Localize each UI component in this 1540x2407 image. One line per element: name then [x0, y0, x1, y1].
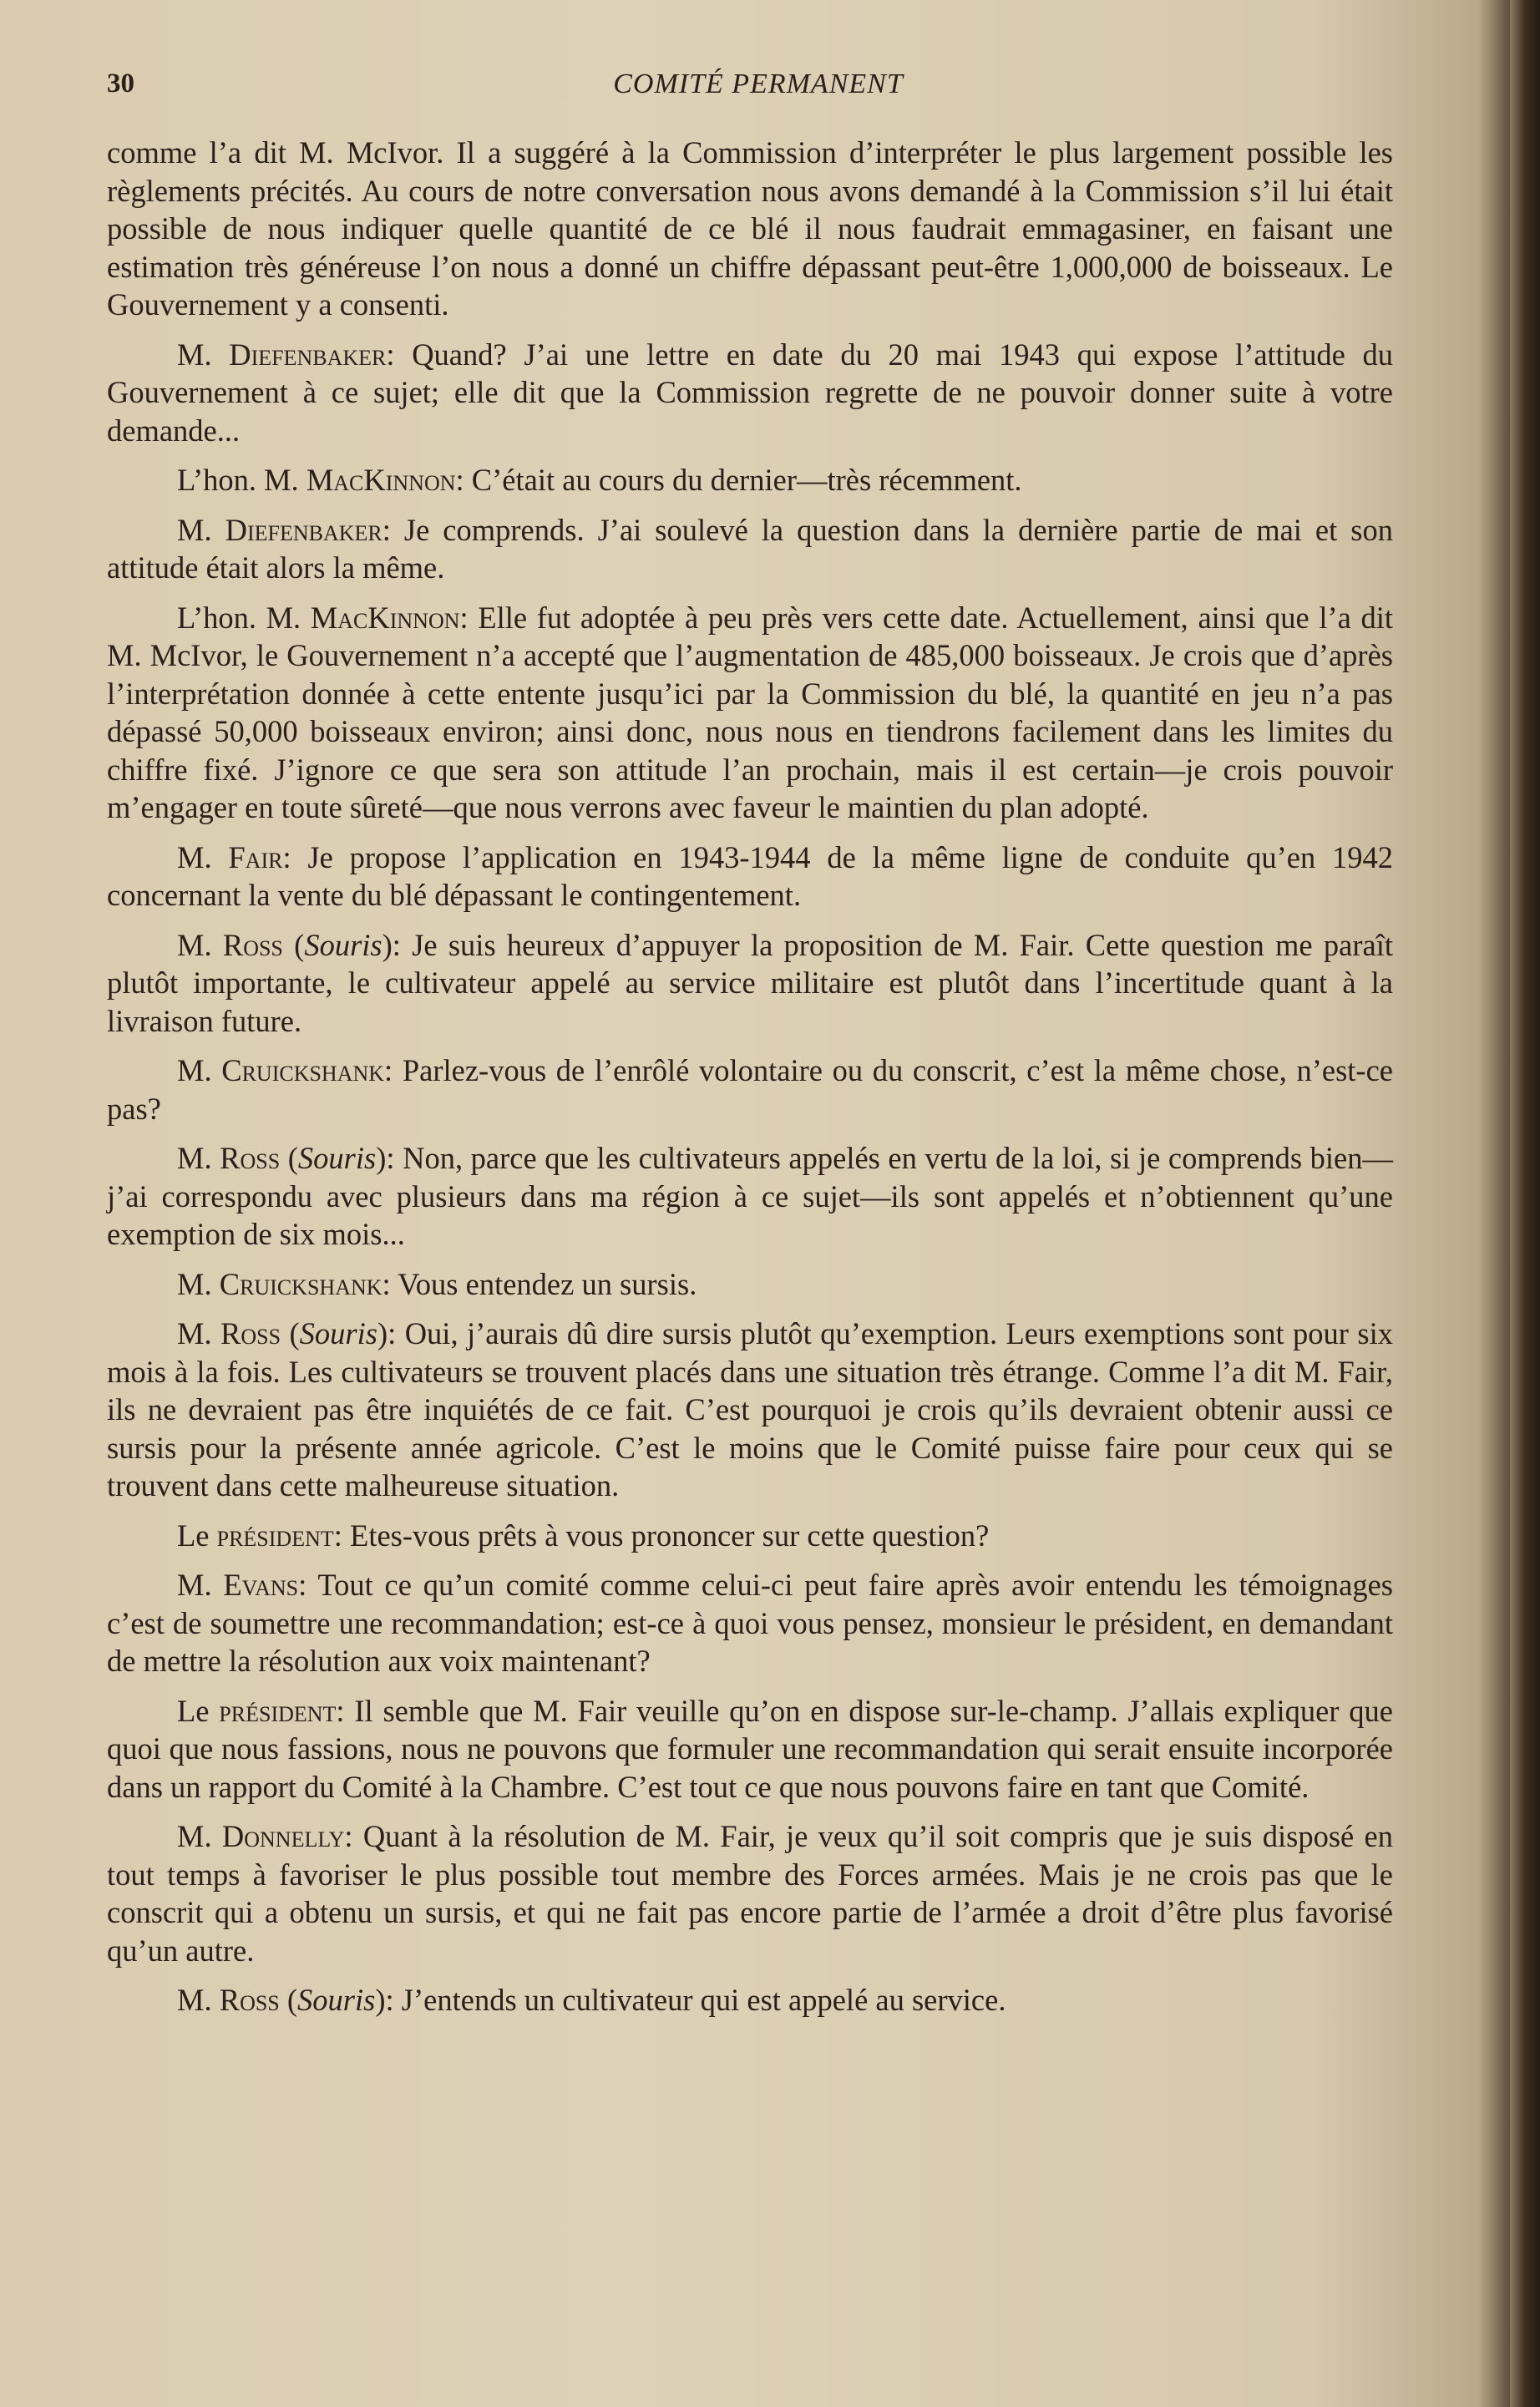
page-number: 30 — [107, 68, 134, 99]
transcript-paragraph — [107, 839, 1393, 915]
speaker-name: Diefenbaker — [229, 337, 387, 372]
transcript-paragraph: M. Ross (Souris): Oui, j’aurais dû dire sursis plutôt qu’exemption. Leurs exemptions sont pour six mois à la fois. Les cultivateurs se trouvent placés dans une situation très étrange. Comme l’a dit M. Fair, ils ne devraient pas être inquiétés de ce fait. C’est pourquoi je crois qu’ils devraient obtenir aussi ce sursis pour la présente année agricole. C’est le moins que le Comité puisse faire pour ceux qui se trouvent dans cette malheureuse situation. — [107, 1316, 1393, 1502]
speaker-name: président — [219, 1693, 337, 1728]
transcript-paragraph — [107, 511, 1393, 587]
book-spine-shadow — [1510, 0, 1540, 2407]
speaker-separator: : — [282, 839, 308, 874]
speaker-separator: : — [385, 1983, 402, 2017]
speaker-name: MacKinnon — [306, 463, 456, 497]
speaker-separator: : — [392, 927, 413, 962]
paragraph-text: Etes-vous prêts à vous prononcer sur cette question? — [350, 1518, 990, 1553]
transcript-paragraph: M. Ross (Souris): Je suis heureux d’appuyer la proposition de M. Fair. Cette question me paraît plutôt importante, le cultivateur appelé au service militaire est plutôt dans l’incertitude quant à la livraison future. — [107, 927, 1393, 1038]
running-title: COMITÉ PERMANENT — [613, 68, 904, 99]
speaker-name: président — [216, 1518, 334, 1553]
speaker-name: Ross — [220, 1316, 281, 1350]
speaker-name: MacKinnon — [310, 600, 460, 635]
speaker-riding: Souris — [297, 1983, 376, 2017]
paragraph-text: Quant à la résolution de M. Fair, je veux qu’il soit compris que je suis disposé en tout temps à favoriser le plus possible tout membre des Forces armées. Mais je ne crois pas que le conscrit qui a obtenu un sursis, et qui ne fait pas encore partie de l’armée a droit d’être plus favorisé qu’un autre. — [107, 1819, 1393, 1968]
transcript-paragraph — [107, 599, 1393, 827]
speaker-name: Ross — [220, 1141, 281, 1175]
speaker-separator: : — [336, 1693, 355, 1728]
speaker-separator: : — [388, 1316, 405, 1350]
speaker-title: Le — [177, 1518, 217, 1553]
speaker-title: M. — [177, 1266, 220, 1301]
speaker-separator: : — [455, 463, 472, 497]
transcript-body — [107, 134, 1393, 2031]
speaker-separator: : — [384, 1053, 403, 1087]
transcript-paragraph — [107, 1692, 1393, 1807]
speaker-title: M. — [177, 1053, 222, 1087]
paragraph-text: J’entends un cultivateur qui est appelé au service. — [401, 1983, 1006, 2017]
paragraph-text: Non, parce que les cultivateurs appelés en vertu de la loi, si je comprends bien—j’ai correspondu avec plusieurs dans ma région à ce sujet—ils sont appelés et n’obtiennent qu’une exemption de six mois... — [107, 1141, 1393, 1251]
paragraph-text: Quand? J’ai une lettre en date du 20 mai 1943 qui expose l’attitude du Gouvernement à ce sujet; elle dit que la Commission regrette de ne pouvoir donner suite à votre demande... — [107, 337, 1393, 448]
paragraph-text: Elle fut adoptée à peu près vers cette date. Actuellement, ainsi que l’a dit M. McIvor, le Gouvernement n’a accepté que l’augmentation de 485,000 boisseaux. Je crois que d’après l’interprétation donnée à cette entente jusqu’ici par la Commission du blé, la quantité en jeu n’a pas dépassé 50,000 boisseaux environ; ainsi donc, nous nous en tiendrons facilement dans les limites du chiffre fixé. J’ignore ce que sera son attitude l’an prochain, mais il est certain—je crois pouvoir m’engager en toute sûreté—que nous verrons avec faveur le maintien du plan adopté. — [107, 600, 1393, 824]
paragraph-text: Je propose l’application en 1943-1944 de la même ligne de conduite qu’en 1942 concernant la vente du blé dépassant le contingentement. — [107, 839, 1393, 912]
speaker-title: M. — [177, 512, 225, 547]
speaker-title: M. — [177, 1983, 220, 2017]
speaker-title: M. — [177, 1316, 221, 1350]
transcript-paragraph: M. Ross (Souris): J’entends un cultivateur qui est appelé au service. — [177, 1983, 1006, 2017]
speaker-name: Evans — [223, 1568, 299, 1602]
transcript-paragraph — [107, 1265, 1393, 1304]
speaker-title: L’hon. M. — [177, 463, 306, 497]
speaker-title: M. — [177, 1819, 222, 1853]
speaker-separator: : — [382, 1266, 398, 1301]
speaker-name: Fair — [228, 839, 283, 874]
speaker-separator: : — [382, 512, 404, 547]
speaker-separator: : — [386, 1141, 403, 1175]
speaker-title: Le — [177, 1693, 220, 1728]
speaker-title: M. — [177, 927, 223, 962]
speaker-name: Ross — [222, 927, 283, 962]
speaker-title: M. — [177, 1568, 224, 1602]
transcript-paragraph: M. Ross (Souris): Non, parce que les cultivateurs appelés en vertu de la loi, si je comprends bien—j’ai correspondu avec plusieurs dans ma région à ce sujet—ils sont appelés et n’obtiennent qu’une exemption de six mois... — [107, 1141, 1393, 1251]
paragraph-text: Je suis heureux d’appuyer la proposition de M. Fair. Cette question me paraît plutôt importante, le cultivateur appelé au service militaire est plutôt dans l’incertitude quant à la livraison future. — [107, 927, 1393, 1038]
paragraph-text: Tout ce qu’un comité comme celui-ci peut faire après avoir entendu les témoignages c’est de soumettre une recommandation; est-ce à quoi vous pensez, monsieur le président, en demandant de mettre la résolution aux voix maintenant? — [107, 1568, 1393, 1678]
paragraph-text: Vous entendez un sursis. — [398, 1266, 697, 1301]
speaker-riding: Souris — [299, 1316, 377, 1350]
speaker-name: Diefenbaker — [225, 512, 382, 547]
paragraph-text: comme l’a dit M. McIvor. Il a suggéré à la Commission d’interpréter le plus largement possible les règlements précités. Au cours de notre conversation nous avons demandé à la Commission s’il lui était possible de nous indiquer quelle quantité de ce blé il nous faudrait emmagasiner, en faisant une estimation très généreuse l’on nous a donné un chiffre dépassant peut-être 1,000,000 de boisseaux. Le Gouvernement y a consenti. — [107, 135, 1393, 322]
speaker-riding: Souris — [297, 1141, 377, 1175]
transcript-paragraph — [107, 336, 1393, 450]
transcript-paragraph — [107, 134, 1393, 324]
speaker-separator: : — [344, 1819, 363, 1853]
paragraph-text: Oui, j’aurais dû dire sursis plutôt qu’exemption. Leurs exemptions sont pour six mois à la fois. Les cultivateurs se trouvent placés dans une situation très étrange. Comme l’a dit M. Fair, ils ne devraient pas être inquiétés de ce fait. C’est pourquoi je crois qu’ils devraient obtenir aussi ce sursis pour la présente année agricole. C’est le moins que le Comité puisse faire pour ceux qui se trouvent dans cette malheureuse situation. — [107, 1316, 1393, 1502]
speaker-title: M. — [177, 337, 230, 372]
speaker-name: Ross — [219, 1983, 280, 2017]
transcript-paragraph — [107, 1566, 1393, 1680]
paragraph-text: Il semble que M. Fair veuille qu’on en dispose sur-le-champ. J’allais expliquer que quoi que nous fassions, nous ne pouvons que formuler une recommandation qui serait ensuite incorporée dans un rapport du Comité à la Chambre. C’est tout ce que nous pouvons faire en tant que Comité. — [107, 1693, 1393, 1804]
transcript-paragraph — [107, 461, 1393, 499]
transcript-paragraph — [107, 1517, 1393, 1555]
speaker-name: Cruickshank — [221, 1053, 385, 1087]
speaker-separator: : — [298, 1568, 318, 1602]
speaker-title: L’hon. M. — [177, 600, 311, 635]
speaker-name: Donnelly — [221, 1819, 345, 1853]
page-header — [107, 68, 1410, 110]
speaker-separator: : — [333, 1518, 351, 1553]
speaker-separator: : — [386, 337, 413, 372]
speaker-title: M. — [177, 839, 229, 874]
transcript-paragraph — [107, 1817, 1393, 1969]
speaker-name: Cruickshank — [219, 1266, 382, 1301]
speaker-separator: : — [459, 600, 479, 635]
speaker-riding: Souris — [304, 927, 382, 962]
paragraph-text: Je comprends. J’ai soulevé la question dans la dernière partie de mai et son attitude était alors la même. — [107, 512, 1393, 585]
transcript-paragraph — [107, 1051, 1393, 1127]
paragraph-text: C’était au cours du dernier—très récemment. — [471, 463, 1022, 497]
paragraph-text: Parlez-vous de l’enrôlé volontaire ou du conscrit, c’est la même chose, n’est-ce pas? — [107, 1053, 1393, 1126]
speaker-title: M. — [177, 1141, 220, 1175]
